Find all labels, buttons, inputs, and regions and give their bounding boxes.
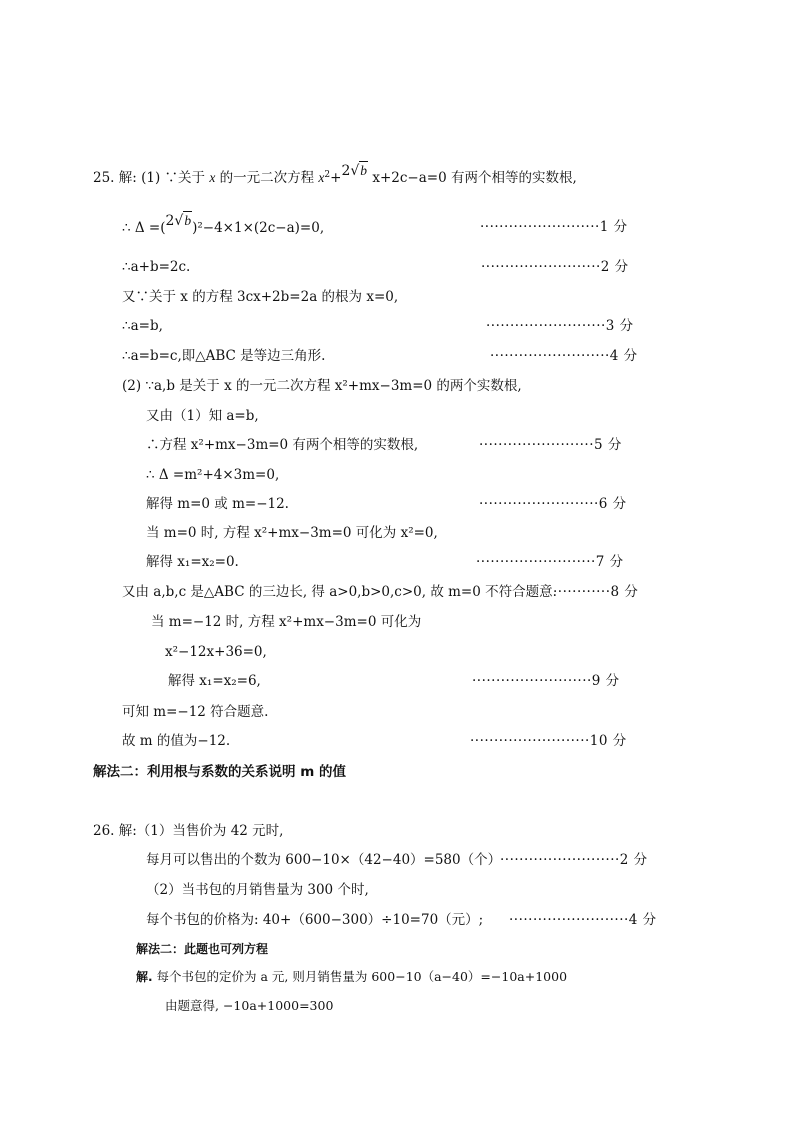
q26-alt-method-title: 解法二：此题也可列方程 (136, 942, 269, 956)
score-5: ························5 分 (479, 437, 622, 453)
q25-part2-line-3: ∴方程 x²+mx−3m=0 有两个相等的实数根, (146, 437, 419, 453)
sqrt-radicand: b (360, 163, 368, 178)
score-3: ·························3 分 (486, 318, 634, 334)
q25-intro: 25. 解: (1) ∵关于 x 的一元二次方程 $x^2+2√b$ x+2c−a=0 有两个相等的实数根, (93, 163, 577, 186)
q25-line-3: 又∵关于 x 的方程 3cx+2b=2a 的根为 x=0, (122, 289, 399, 305)
q25-part2-line-9: 当 m=−12 时, 方程 x²+mx−3m=0 可化为 (151, 614, 422, 630)
q25-part2-line-8: 又由 a,b,c 是△ABC 的三边长, 得 a>0,b>0,c>0, 故 m=0 不符合题意. (122, 584, 557, 600)
q26-alt-line-1: 解. 每个书包的定价为 a 元, 则月销售量为 600−10（a−40）=−10a+1000 (136, 969, 568, 984)
q25-alt-method-title: 解法二：利用根与系数的关系说明 m 的值 (93, 764, 346, 780)
q26-line-3: （2）当书包的月销售量为 300 个时, (146, 882, 369, 898)
q25-part2-line-12: 可知 m=−12 符合题意. (122, 704, 269, 720)
q25-part2-line-6: 当 m=0 时, 方程 x²+mx−3m=0 可化为 x²=0, (146, 525, 438, 541)
q25-part2-line-11: 解得 x₁=x₂=6, (168, 673, 261, 689)
score-4: ·························4 分 (490, 348, 638, 364)
q25-part2-line-10: x²−12x+36=0, (165, 644, 267, 660)
q25-part2-line-7: 解得 x₁=x₂=0. (146, 554, 239, 570)
q25-part2-line-4: ∴ Δ =m²+4×3m=0, (146, 467, 280, 483)
q26-line-2: 每月可以售出的个数为 600−10×（42−40）=580（个） (146, 852, 502, 868)
q25-part2-line-13: 故 m 的值为−12. (122, 733, 231, 749)
q26-alt-line-2: 由题意得, −10a+1000=300 (165, 998, 334, 1013)
q25-line-4: ∴a=b, (122, 318, 163, 334)
sqrt-coefficient: 2√ (341, 163, 360, 179)
score-6: ·························6 分 (479, 496, 627, 512)
q26-score-2: ·························2 分 (500, 852, 648, 868)
q25-part2-line-1: (2) ∵a,b 是关于 x 的一元二次方程 x²+mx−3m=0 的两个实数根, (122, 378, 522, 394)
score-2: ·························2 分 (481, 259, 629, 275)
q26-line-4: 每个书包的价格为: 40+（600−300）÷10=70（元）; (146, 912, 484, 928)
q26-score-4: ·························4 分 (509, 912, 657, 928)
q25-line-5: ∴a=b=c,即△ABC 是等边三角形. (122, 348, 326, 364)
score-9: ·························9 分 (472, 673, 620, 689)
q25-part2-line-5: 解得 m=0 或 m=−12. (146, 496, 289, 512)
q25-part2-line-2: 又由（1）知 a=b, (146, 408, 259, 424)
score-1: ·························1 分 (480, 219, 628, 235)
score-8: ············8 分 (553, 584, 639, 600)
score-10: ·························10 分 (470, 733, 627, 749)
q25-line-2: ∴a+b=2c. (122, 259, 191, 275)
score-7: ·························7 分 (476, 554, 624, 570)
q25-line-delta: ∴ Δ =(2√b)²−4×1×(2c−a)=0, (122, 213, 325, 236)
q26-line-1: 26. 解:（1）当售价为 42 元时, (93, 823, 284, 839)
